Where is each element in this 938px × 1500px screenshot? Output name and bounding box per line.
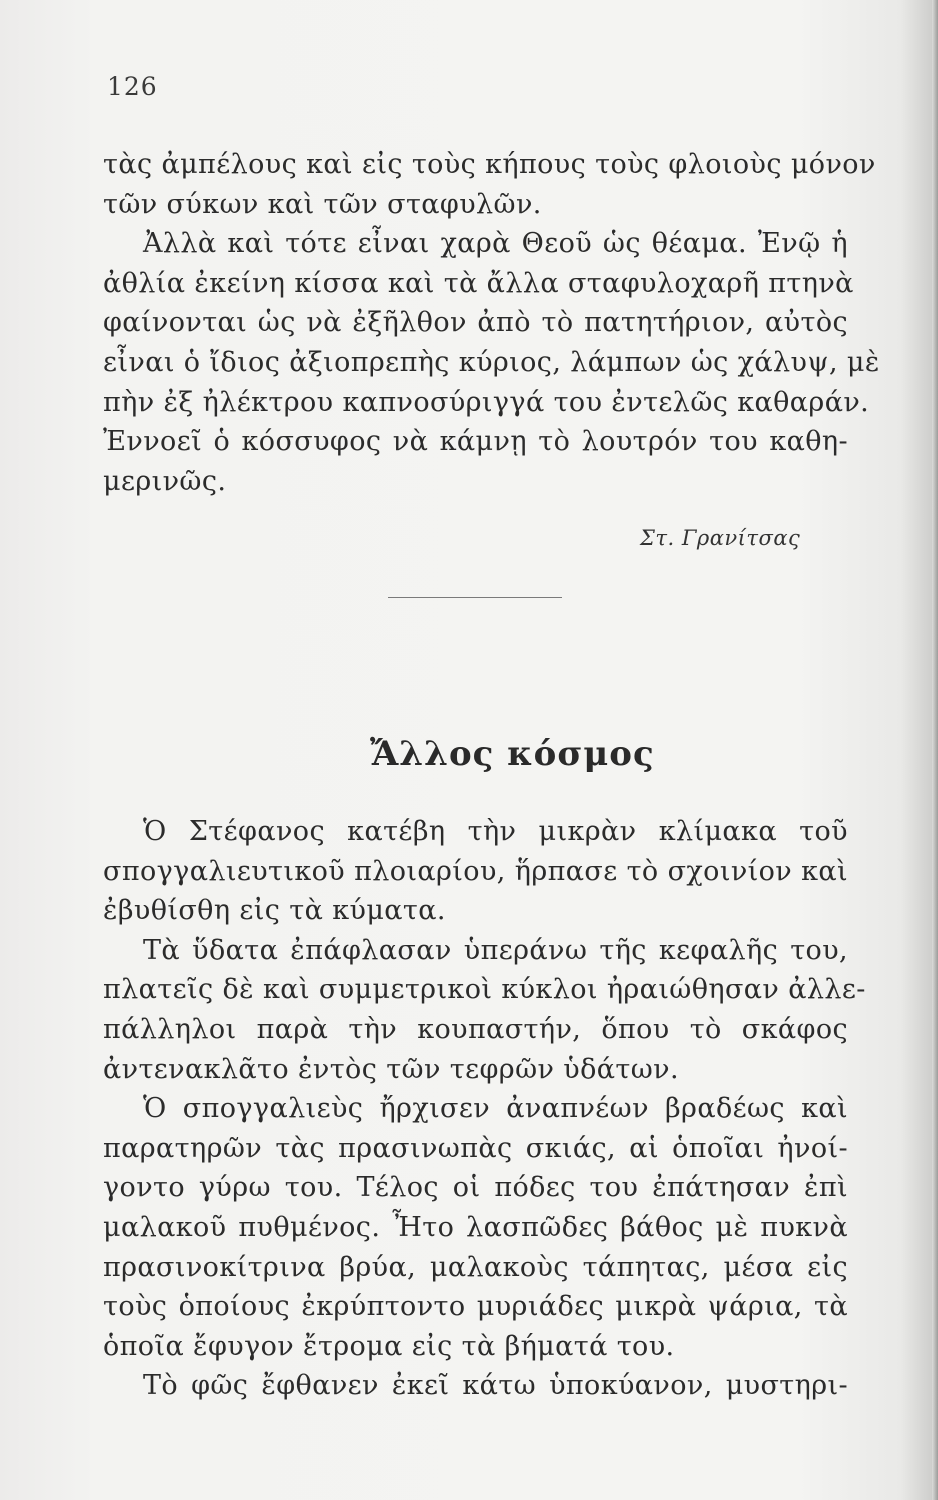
author-signature: Στ. Γρανίτσας — [640, 526, 801, 550]
text-line: πλατεῖς δὲ καὶ συμμετρικοὶ κύκλοι ἠραιώθησαν ἀλλε- — [103, 974, 866, 1006]
text-line: Τὸ φῶς ἔφθανεν ἐκεῖ κάτω ὑποκύανον, μυστηρι- — [143, 1370, 848, 1402]
text-line: τῶν σύκων καὶ τῶν σταφυλῶν. — [103, 188, 542, 220]
section-title: Ἄλλος κόσμος — [370, 734, 655, 774]
article-end-text — [103, 145, 880, 501]
section-divider — [388, 597, 562, 598]
text-line: Τὰ ὕδατα ἐπάφλασαν ὑπεράνω τῆς κεφαλῆς του, — [143, 934, 848, 966]
text-line: τὰς ἀμπέλους καὶ εἰς τοὺς κήπους τοὺς φλοιοὺς μόνον — [103, 149, 876, 180]
text-line: μαλακοῦ πυθμένος. Ἦτο λασπῶδες βάθος μὲ πυκνὰ — [103, 1211, 848, 1243]
text-line: Ὁ σπογγαλιεὺς ἤρχισεν ἀναπνέων βραδέως καὶ — [143, 1093, 848, 1125]
text-line: Ἐννοεῖ ὁ κόσσυφος νὰ κάμνῃ τὸ λουτρόν του καθη- — [103, 426, 848, 458]
text-line: πὴν ἐξ ἠλέκτρου καπνοσύριγγά του ἐντελῶς καθαράν. — [103, 386, 870, 418]
text-line: σπογγαλιευτικοῦ πλοιαρίου, ἥρπασε τὸ σχοινίον καὶ — [103, 855, 848, 887]
page-edge-shadow — [932, 0, 938, 1500]
text-line: πρασινοκίτρινα βρύα, μαλακοὺς τάπητας, μέσα εἰς — [103, 1251, 848, 1283]
text-line: Ἀλλὰ καὶ τότε εἶναι χαρὰ Θεοῦ ὡς θέαμα. Ἐνῷ ἡ — [143, 228, 848, 260]
text-line: παρατηρῶν τὰς πρασινωπὰς σκιάς, αἱ ὁποῖαι ἠνοί- — [103, 1132, 848, 1164]
text-line: Ὁ Στέφανος κατέβη τὴν μικρὰν κλίμακα τοῦ — [143, 816, 848, 847]
page-number: 126 — [107, 72, 158, 101]
text-line: γοντο γύρω του. Τέλος οἱ πόδες του ἐπάτησαν ἐπὶ — [103, 1172, 848, 1204]
text-line: ἀντενακλᾶτο ἐντὸς τῶν τεφρῶν ὑδάτων. — [103, 1053, 679, 1085]
text-line: ἀθλία ἐκείνη κίσσα καὶ τὰ ἄλλα σταφυλοχαρῆ πτηνὰ — [103, 267, 854, 299]
text-line: τοὺς ὁποίους ἐκρύπτοντο μυριάδες μικρὰ ψάρια, τὰ — [103, 1291, 848, 1323]
text-line: εἶναι ὁ ἴδιος ἀξιοπρεπὴς κύριος, λάμπων ὡς χάλυψ, μὲ — [103, 346, 880, 378]
text-line: ὁποῖα ἔφυγον ἔτρομα εἰς τὰ βήματά του. — [103, 1330, 675, 1362]
text-line: ἐβυθίσθη εἰς τὰ κύματα. — [103, 895, 446, 927]
text-line: πάλληλοι παρὰ τὴν κουπαστήν, ὅπου τὸ σκάφος — [103, 1013, 848, 1045]
text-line: φαίνονται ὡς νὰ ἐξῆλθον ἀπὸ τὸ πατητήριον, αὐτὸς — [103, 307, 848, 339]
text-line: μερινῶς. — [103, 465, 227, 497]
section-body-text — [103, 812, 866, 1406]
